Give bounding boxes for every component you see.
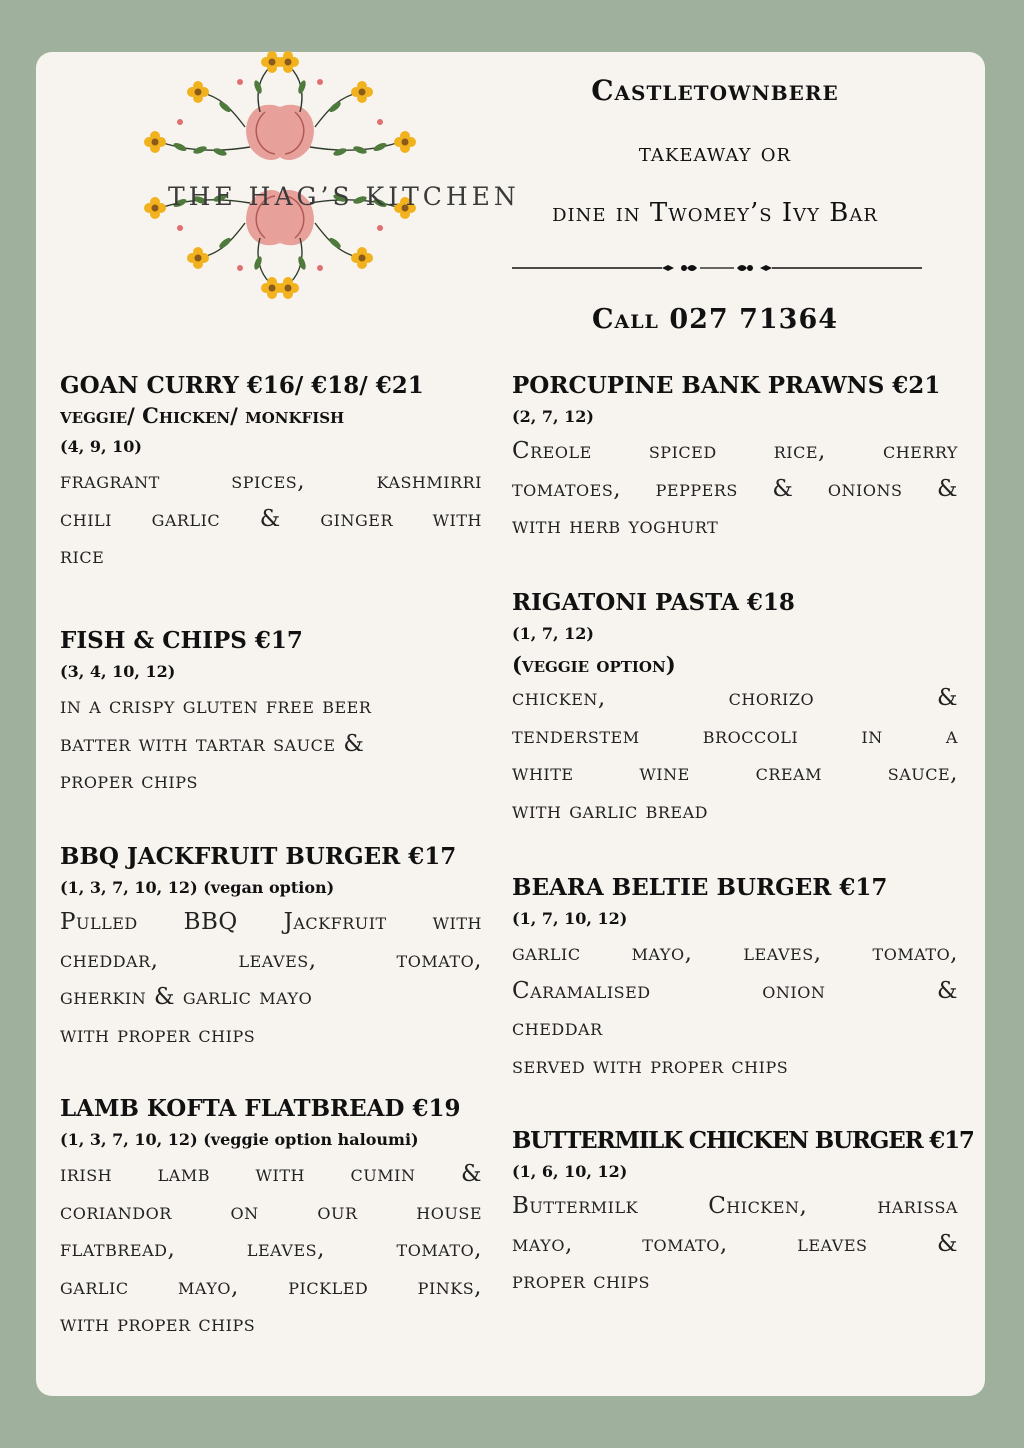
item-description: Creole spiced rice, cherry tomatoes, peppers & onions & with herb yoghurt — [512, 438, 958, 539]
menu-item-beara-beltie-burger — [512, 873, 958, 1085]
item-description: Pulled BBQ Jackfruit with cheddar, leaves, tomato, gherkin & garlic mayo with proper chips — [60, 909, 482, 1048]
item-allergens: (1, 7, 12) — [512, 624, 594, 643]
floral-ornament-icon — [60, 0, 500, 350]
item-title: GOAN CURRY €16/ €18/ €21 — [60, 372, 424, 399]
menu-item-porcupine-bank-prawns — [512, 371, 958, 546]
menu-item-goan-curry — [60, 371, 482, 576]
menu-item-fish-chips — [60, 626, 482, 801]
item-veggie-option: (veggie option) — [512, 652, 676, 677]
item-description: garlic mayo, leaves, tomato, Caramalised onion & cheddar served with proper chips — [512, 940, 958, 1079]
item-description: fragrant spices, kashmirri chili garlic & ginger with rice — [60, 468, 482, 569]
menu-item-bbq-jackfruit-burger — [60, 842, 482, 1054]
item-allergens: (1, 7, 10, 12) — [512, 909, 628, 928]
logo — [60, 0, 520, 350]
phone-number: Call 027 71364 — [591, 304, 839, 335]
item-description: Buttermilk Chicken, harissa mayo, tomato, leaves & proper chips — [512, 1193, 958, 1294]
item-description: in a crispy gluten free beer batter with tartar sauce & proper chips — [60, 693, 372, 794]
item-title: RIGATONI PASTA €18 — [512, 589, 795, 616]
item-allergens: (1, 3, 7, 10, 12) (vegan option) — [60, 878, 335, 897]
service-line-1: takeaway or — [638, 138, 792, 168]
item-title: BEARA BELTIE BURGER €17 — [512, 874, 888, 901]
brand-name: THE HAG’S KITCHEN — [168, 182, 520, 211]
item-title: LAMB KOFTA FLATBREAD €19 — [60, 1095, 461, 1122]
service-line-2: dine in Twomey’s Ivy Bar — [552, 198, 878, 228]
item-description: chicken, chorizo & tenderstem broccoli in a white wine cream sauce, with garlic bread — [512, 685, 958, 824]
item-allergens: (4, 9, 10) — [60, 437, 142, 456]
menu-item-buttermilk-chicken-burger — [512, 1126, 974, 1301]
item-allergens: (3, 4, 10, 12) — [60, 662, 176, 681]
divider-ornament-icon — [512, 258, 922, 278]
item-description: irish lamb with cumin & coriandor on our house flatbread, leaves, tomato, garlic mayo, pickled pinks, with proper chips — [60, 1161, 482, 1337]
item-allergens: (1, 6, 10, 12) — [512, 1162, 628, 1181]
item-title: BBQ JACKFRUIT BURGER €17 — [60, 843, 457, 870]
menu-item-rigatoni-pasta — [512, 588, 958, 830]
town-name: Castletownbere — [591, 74, 839, 107]
item-allergens: (2, 7, 12) — [512, 407, 594, 426]
item-title: FISH & CHIPS €17 — [60, 627, 303, 654]
item-allergens: (1, 3, 7, 10, 12) (veggie option haloumi) — [60, 1130, 419, 1149]
item-title: BUTTERMILK CHICKEN BURGER €17 — [512, 1127, 974, 1154]
item-title: PORCUPINE BANK PRAWNS €21 — [512, 372, 941, 399]
menu-item-lamb-kofta-flatbread — [60, 1094, 482, 1344]
item-variants: veggie/ Chicken/ monkfish — [60, 403, 345, 428]
